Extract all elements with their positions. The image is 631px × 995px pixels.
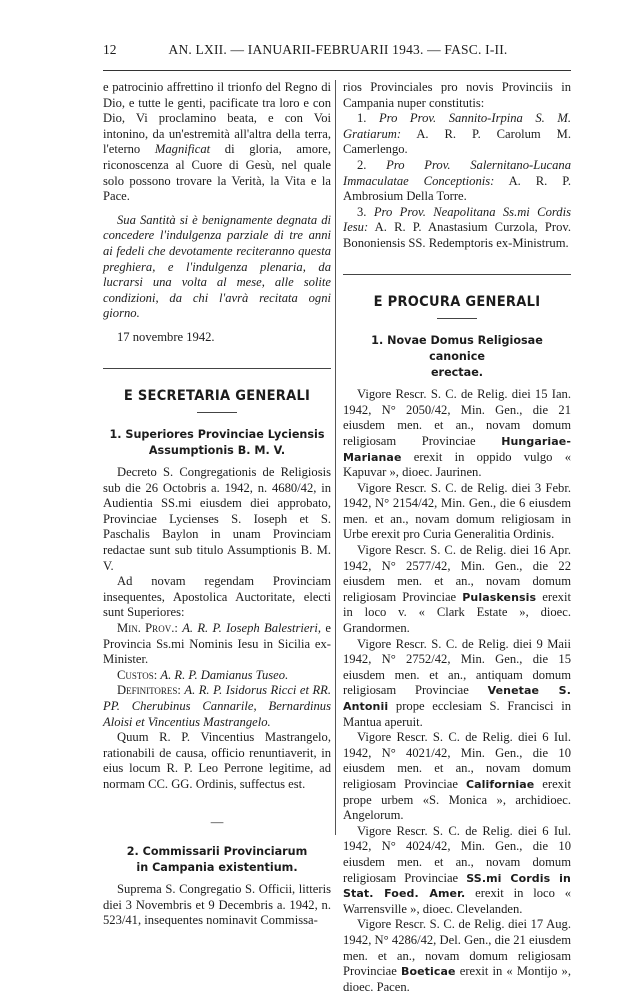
text: Vigore Rescr. S. C. de Relig. diei 6 Iul. 1942, N° 4024/42, Min. Gen., die 10 eiusdem men. et an., novam domum religiosam Provinciae [343, 823, 571, 885]
text: 3. [357, 204, 374, 219]
name: A. R. P. Damianus Tuseo. [160, 667, 289, 682]
text: 2. [357, 157, 387, 172]
text-italic: Pro Prov. Sannito-Irpina S. M. Gratiarum: [343, 111, 571, 141]
paragraph [103, 80, 331, 205]
separator: — [210, 814, 224, 829]
entry [343, 637, 571, 731]
section-rule [103, 368, 331, 369]
page-number: 12 [103, 42, 117, 57]
text: erexit in loco v. « Clark Estate », dioec. Grandormen. [343, 589, 571, 636]
text: di gloria, amore, riconoscenza al Cuore di Gesù, nel quale solo possono trovare la Verità, la Vita e la Pace. [103, 142, 331, 204]
paragraph [103, 668, 331, 684]
paragraph: Ad novam regendam Provinciam insequentes, Apostolica Auctoritate, electi sunt Superiores: [103, 574, 331, 620]
subheading-line: 1. Novae Domus Religiosae canonice [371, 334, 543, 364]
text: e Provincia Ss.mi Nominis Iesu in Sicilia ex-Minister. [103, 621, 331, 667]
section-rule [343, 274, 571, 275]
entry [343, 387, 571, 481]
paragraph [103, 683, 331, 730]
running-title: AN. LXII. — IANUARII-FEBRUARII 1943. — FASC. I-II. [168, 42, 508, 57]
province-name: Pulaskensis [462, 590, 537, 604]
subheading [343, 333, 571, 381]
province-name: SS.mi Cordis in Stat. Foed. Amer. [343, 871, 571, 901]
subheading [103, 427, 331, 459]
paragraph [103, 621, 331, 668]
text-italic: Magnificat [154, 142, 211, 157]
left-column [103, 80, 331, 929]
province-name: Venetae S. Antonii [343, 684, 571, 713]
label: Min. Prov.: [117, 621, 178, 636]
entry [343, 481, 571, 543]
text-italic: Pro Prov. Neapolitana Ss.mi Cordis Iesu: [343, 204, 572, 235]
text: Vigore Rescr. S. C. de Relig. diei 6 Iul. 1942, N° 4021/42, Min. Gen., die 10 eiusdem men. et an., novam domum religiosam Provinciae [343, 730, 571, 791]
list-item [343, 158, 571, 205]
right-column [343, 80, 571, 995]
text: A. R. P. Anastasium Curzola, Prov. Bononiensis SS. Redemptoris ex-Ministrum. [343, 220, 571, 250]
text: erexit in « Montijo », dioec. Pacen. [343, 964, 571, 994]
entry [343, 917, 571, 995]
text: Vigore Rescr. S. C. de Relig. diei 15 Ian. 1942, N° 2050/42, Min. Gen., die 21 eiusdem men. et an., novam domum religiosam Provinciae [343, 387, 571, 448]
text: A. R. P. Ambrosium Della Torre. [343, 173, 571, 204]
text: A. R. P. Carolum M. Camerlengo. [343, 126, 571, 157]
subheading-line: in Campania existentium. [136, 861, 298, 875]
entry [343, 730, 571, 824]
text: erexit in loco « Warrensville », dioec. Clevelanden. [343, 886, 571, 916]
date: 17 novembre 1942. [117, 329, 215, 344]
name: A. R. P. Ioseph Balestrieri, [182, 621, 322, 636]
subheading [103, 844, 331, 876]
subheading-line: Assumptionis B. M. V. [148, 444, 286, 458]
name: A. R. P. Isidorus Ricci et RR. PP. Cherubinus Cannarile, Bernardinus Aloisi et Vincentius Mastrangelo. [103, 683, 331, 729]
indulgence-note: Sua Santità si è benignamente degnata di concedere l'indulgenza parziale di tre anni ai fedeli che devotamente reciteranno questa preghiera, e l'indulgenza plenaria, da lucrarsi una volta al mese, alle solite condizioni, da chi l'avrà recitata ogni giorno. [103, 212, 331, 321]
entries-list [343, 387, 571, 995]
short-rule [197, 412, 237, 413]
list-item [343, 205, 571, 252]
header-rule [103, 70, 571, 71]
text: prope ecclesiam S. Francisci in Mantua aperuit. [343, 699, 571, 729]
text: 1. [357, 111, 379, 126]
paragraph: Decreto S. Congregationis de Religiosis sub die 26 Octobris a. 1942, n. 4680/42, in Audientia SS.mi eiusdem diei approbato, Provinciae Lycienses S. Ioseph et S. Paschalis Baylon in unam Provinciam redactae sunt sub titulo Assumptionis B. M. V. [103, 465, 331, 573]
column-divider [335, 80, 336, 835]
short-rule [437, 318, 477, 319]
entry [343, 543, 571, 637]
subheading-line: 1. Superiores Provinciae Lyciensis [109, 428, 325, 442]
section-heading: E SECRETARIA GENERALI [123, 387, 311, 404]
paragraph: Suprema S. Congregatio S. Officii, litteris diei 3 Novembris et 9 Decembris a. 1942, n. 523/41, insequentes nominavit Commissa- [103, 882, 331, 928]
subheading-line: 2. Commissarii Provinciarum [126, 845, 308, 859]
text: erexit prope urbem «S. Monica », archidioec. Angelorum. [343, 776, 571, 823]
section-heading: E PROCURA GENERALI [373, 293, 541, 310]
text: Vigore Rescr. S. C. de Relig. diei 3 Febr. 1942, N° 2154/42, Min. Gen., die 6 eiusdem men. et an., novam domum religiosam in Urbe erexit pro Curia Generalitia Ordinis. [343, 480, 571, 542]
text: Vigore Rescr. S. C. de Relig. diei 17 Aug. 1942, N° 4286/42, Del. Gen., die 21 eiusdem men. et an., novam domum religiosam Provinciae [343, 917, 571, 979]
list-item [343, 111, 571, 158]
text: erexit in oppido vulgo « Kapuvar », dioec. Jaurinen. [343, 449, 571, 480]
text-italic: Pro Prov. Salernitano-Lucana Immaculatae Conceptionis: [343, 157, 571, 188]
paragraph: rios Provinciales pro novis Provinciis in Campania nuper constitutis: [343, 80, 571, 110]
label: Custos: [117, 667, 158, 682]
text: e patrocinio affrettino il trionfo del Regno di Dio, e tutte le genti, pacificate tra loro e con Dio, Vi proclamino beata, e con Voi intonino, da un'estremità all'altra della terra, l'eterno [103, 80, 331, 157]
label: Definitores: [117, 683, 181, 698]
text: Vigore Rescr. S. C. de Relig. diei 9 Maii 1942, N° 2752/42, Min. Gen., die 15 eiusdem men. et an., antiquam domum religiosam Provinciae [343, 636, 571, 698]
running-header [103, 40, 573, 60]
entry [343, 824, 571, 918]
province-name: Boeticae [400, 965, 456, 979]
province-name: Californiae [465, 777, 535, 791]
province-name: Hungariae-Marianae [343, 434, 571, 464]
text: Vigore Rescr. S. C. de Relig. diei 16 Apr. 1942, N° 2577/42, Min. Gen., die 22 eiusdem men. et an., novam domum religiosam Provinciae [343, 543, 571, 604]
subheading-line: erectae. [430, 366, 484, 380]
paragraph: Quum R. P. Vincentius Mastrangelo, rationabili de causa, officio renuntiaverit, in eius locum R. P. Leo Perrone legitime, ad normam CC. GG. Ordinis, suffectus est. [103, 730, 331, 791]
